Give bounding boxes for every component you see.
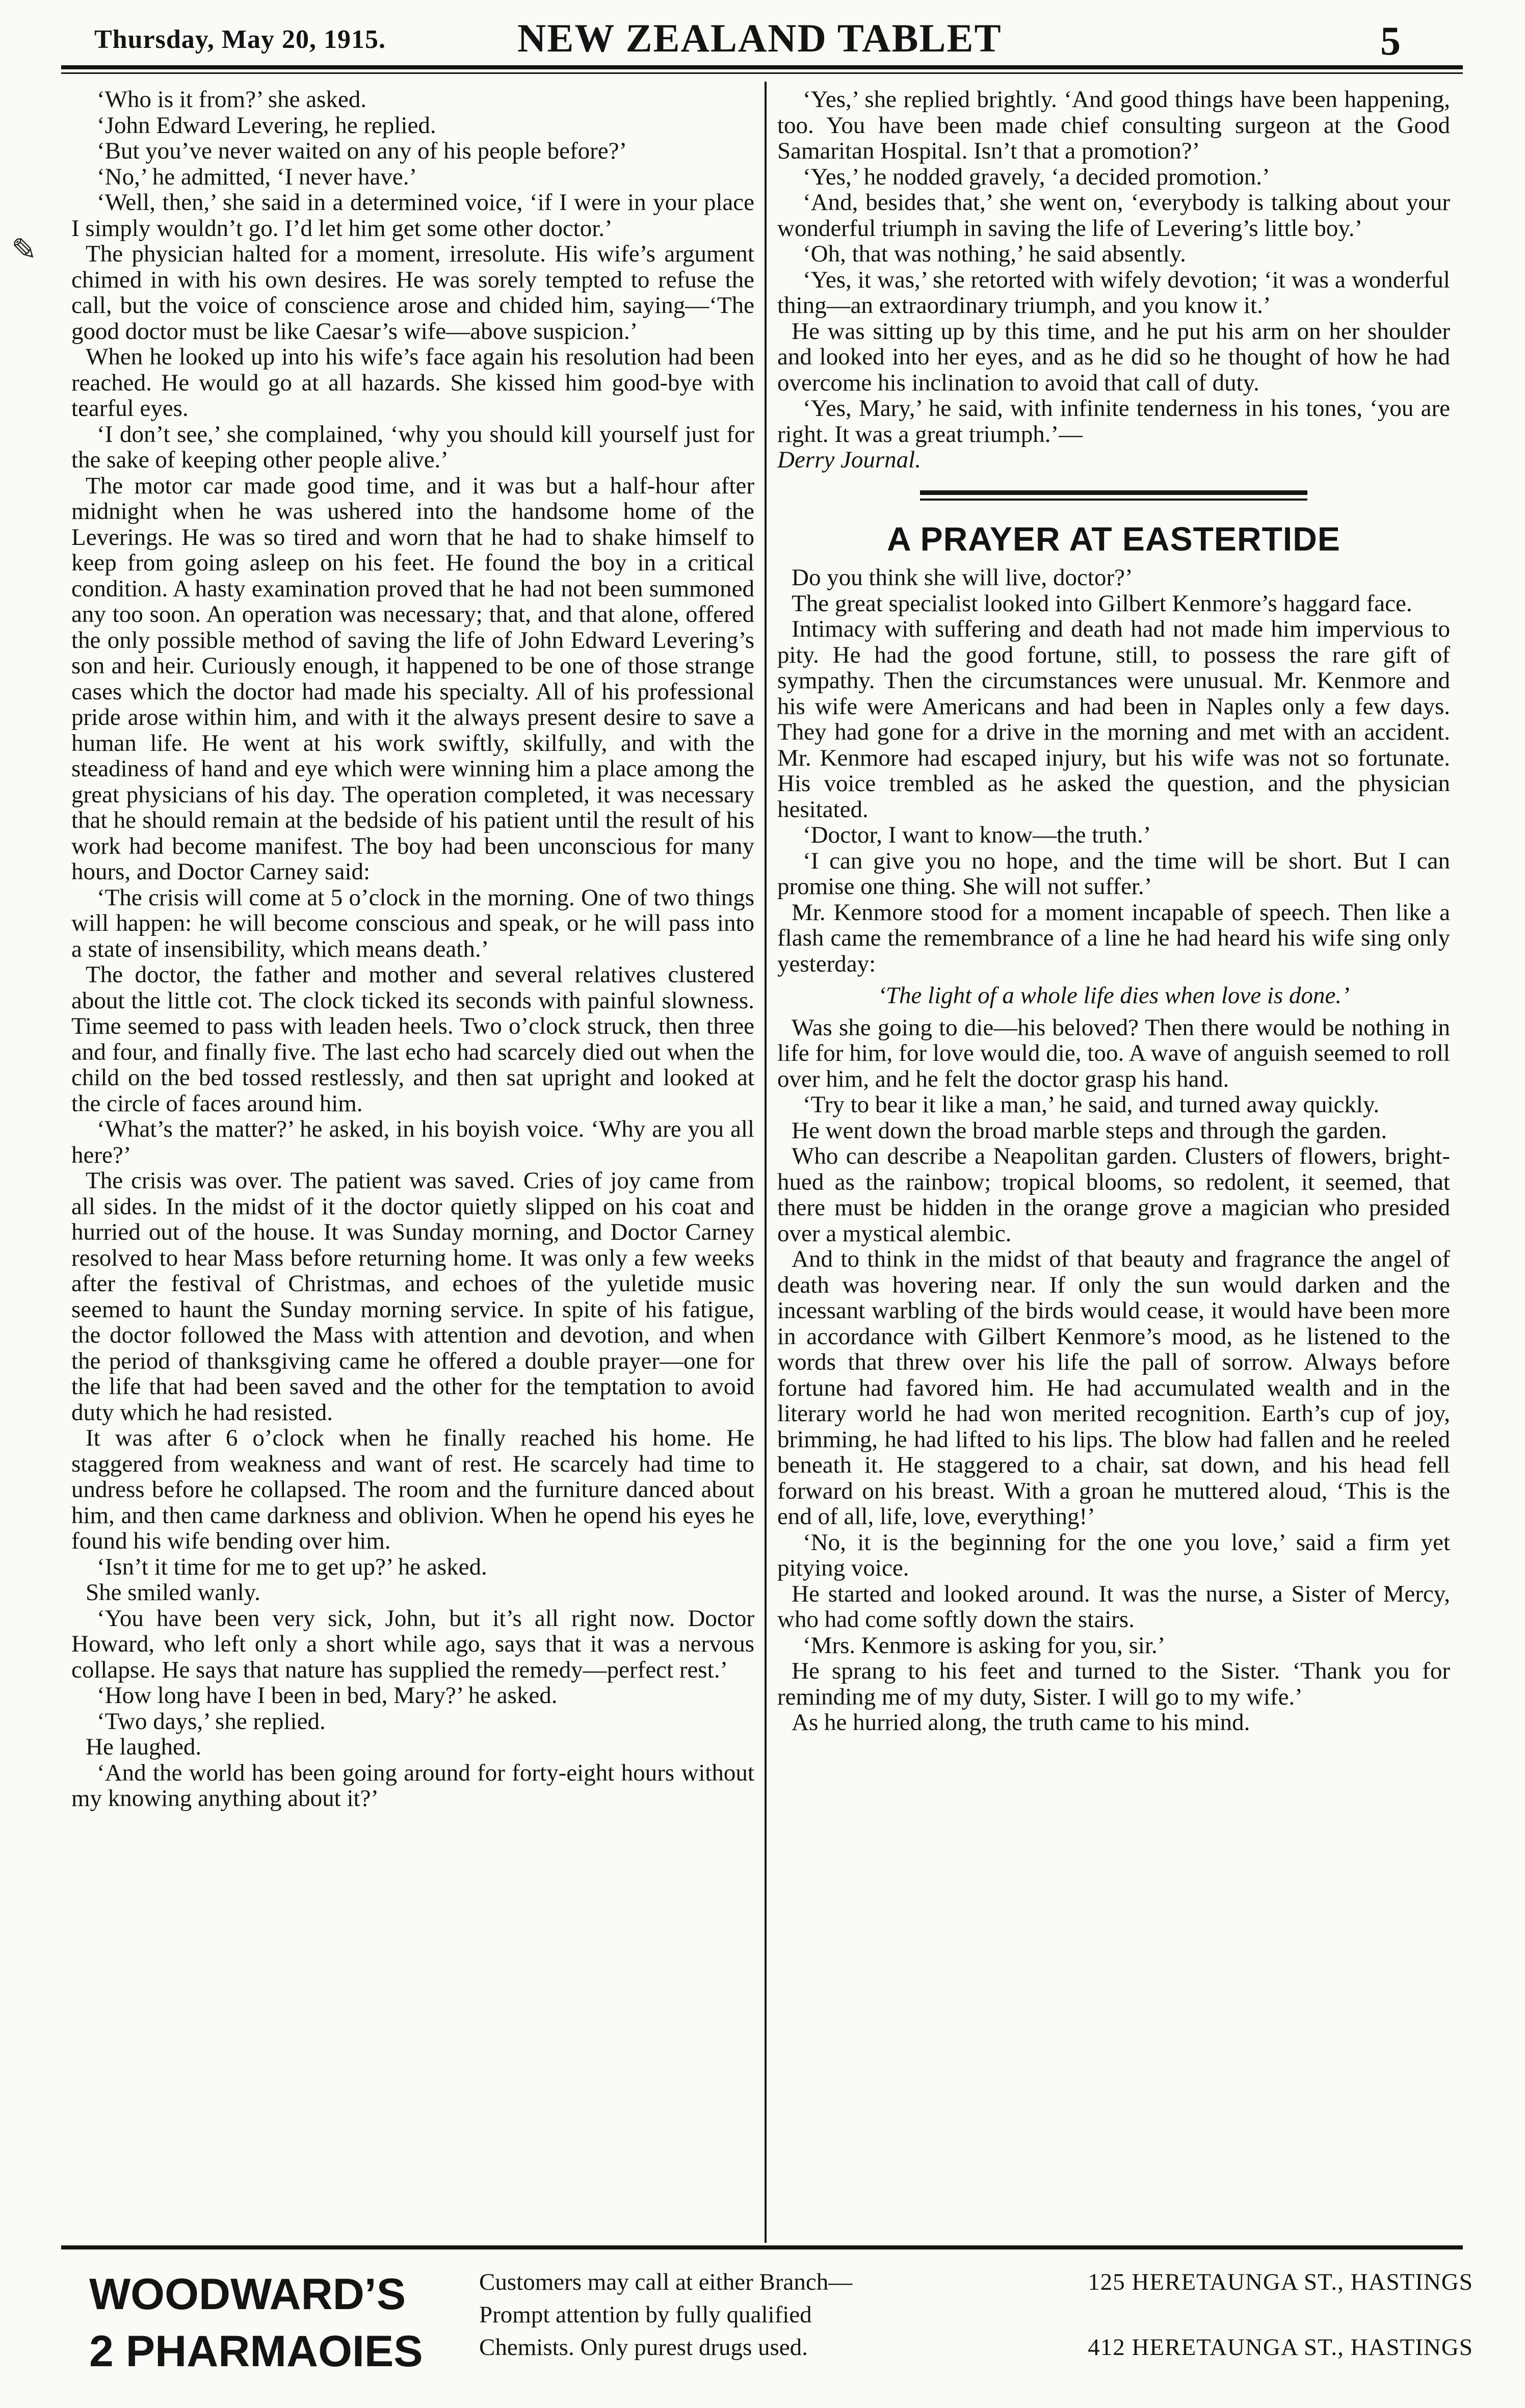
article-paragraph: He started and looked around. It was the nurse, a Sister of Mercy, who had come softly down the stairs. [777, 1580, 1450, 1633]
article-paragraph: Mr. Kenmore stood for a moment incapable of speech. Then like a flash came the remembrance of a line he had heard his wife sing only yesterday: [777, 899, 1450, 977]
article-paragraph: Who can describe a Neapolitan garden. Clusters of flowers, bright-hued as the rainbow; tropical blooms, so redolent, it seemed, that there must be hidden in the orange grove a magician who presided over a mystical alembic. [777, 1143, 1450, 1247]
story-paragraph: ‘And the world has been going around for forty-eight hours without my knowing anything about it?’ [71, 1759, 754, 1812]
story-paragraph: The doctor, the father and mother and several relatives clustered about the little cot. The clock ticked its seconds with painful slowness. Time seemed to pass with leaden heels. Two o’clock struck, then three and four, and finally five. The last echo had scarcely died out when the child on the bed tossed restlessly, and then sat upright and looked at the circle of faces around him. [71, 961, 754, 1117]
article-paragraph: Intimacy with suffering and death had not made him impervious to pity. He had the good fortune, still, to possess the rare gift of sympathy. Then the circumstances were unusual. Mr. Kenmore and his wife were Americans and had been in Naples only a few days. They had gone for a drive in the morning and met with an accident. Mr. Kenmore had escaped injury, but his wife was not so fortunate. His voice trembled as he asked the question, and the physician hesitated. [777, 616, 1450, 823]
ad-address-1: 125 HERETAUNGA ST., HASTINGS [1088, 2269, 1473, 2295]
story-paragraph: ‘Yes,’ he nodded gravely, ‘a decided promotion.’ [803, 163, 1270, 190]
column-divider [765, 82, 767, 2243]
story-paragraph: ‘The crisis will come at 5 o’clock in the morning. One of two things will happen: he will become conscious and speak, or he will pass into a state of insensibility, which means death.’ [71, 884, 754, 962]
story-paragraph: ‘Yes,’ she replied brightly. ‘And good things have been happening, too. You have been made chief consulting surgeon at the Good Samaritan Hospital. Isn’t that a promotion?’ [777, 86, 1450, 164]
column-right-top [777, 87, 1450, 1736]
issue-date: Thursday, May 20, 1915. [94, 25, 386, 54]
masthead-title: NEW ZEALAND TABLET [517, 16, 1002, 60]
story-paragraph: When he looked up into his wife’s face again his resolution had been reached. He would go at all hazards. She kissed him good-bye with tearful eyes. [71, 344, 754, 422]
article-paragraph: ‘Try to bear it like a man,’ he said, and turned away quickly. [803, 1091, 1380, 1118]
page-header [20, 0, 1463, 69]
section-divider [920, 490, 1307, 506]
story-paragraph: ‘Yes, it was,’ she retorted with wifely devotion; ‘it was a wonderful thing—an extraordinary triumph, and you know it.’ [777, 266, 1450, 319]
article-paragraph: Was she going to die—his beloved? Then there would be nothing in life for him, for love would die, too. A wave of anguish seemed to roll over him, and he felt the doctor grasp his hand. [777, 1014, 1450, 1092]
story-paragraph: ‘What’s the matter?’ he asked, in his boyish voice. ‘Why are you all here?’ [71, 1116, 754, 1168]
story-source: Derry Journal. [777, 447, 921, 473]
article-paragraph: And to think in the midst of that beauty and fragrance the angel of death was hovering near. If only the sun would darken and the incessant warbling of the birds would cease, it would have been more in accordance with Gilbert Kenmore’s mood, as he listened to the words that threw over his life the pall of sorrow. Always before fortune had favored him. He had accumulated wealth and in the literary world he had won merited recognition. Earth’s cup of joy, brimming, he had lifted to his lips. The blow had fallen and he reeled beneath it. He staggered to a chair, sat down, and his head fell forward on his breast. With a groan he muttered aloud, ‘This is the end of all, life, love, everything!’ [777, 1246, 1450, 1530]
story-paragraph: The motor car made good time, and it was but a half-hour after midnight when he was ushered into the handsome home of the Leverings. He was so tired and worn that he had to shake himself to keep from going asleep on his feet. He found the boy in a critical condition. A hasty examination proved that he had not been summoned any too soon. An operation was necessary; that, and that alone, offered the only possible method of saving the life of John Edward Levering’s son and heir. Curiously enough, it happened to be one of those strange cases which the doctor had made his specialty. All of his professional pride arose within him, and with it the always present desire to save a human life. He went at his work swiftly, skilfully, and with the steadiness of hand and eye which were winning him a place among the great physicians of his day. The operation completed, it was necessary that he should remain at the bedside of his patient until the result of his work had become manifest. The boy had been unconscious for many hours, and Doctor Carney said: [71, 472, 754, 885]
story-paragraph: The crisis was over. The patient was saved. Cries of joy came from all sides. In the midst of it the doctor quietly slipped on his coat and hurried out of the house. It was Sunday morning, and Doctor Carney resolved to hear Mass before returning home. It was only a few weeks after the festival of Christmas, and echoes of the yuletide music seemed to haunt the Sunday morning service. In spite of his fatigue, the doctor followed the Mass with attention and devotion, and when the period of thanksgiving came he offered a double prayer—one for the life that had been saved and the other for the temptation to avoid duty which he had resisted. [71, 1167, 754, 1426]
story-paragraph: ‘Who is it from?’ she asked. [97, 86, 367, 113]
story-paragraph: ‘No,’ he admitted, ‘I never have.’ [97, 163, 417, 190]
story-paragraph: ‘Yes, Mary,’ he said, with infinite tenderness in his tones, ‘you are right. It was a great triumph.’— [777, 395, 1450, 448]
article-paragraph: ‘Doctor, I want to know—the truth.’ [803, 822, 1151, 848]
pharmacy-advertisement [20, 2256, 1473, 2403]
header-rule-thin [61, 72, 1463, 74]
ad-address-2: 412 HERETAUNGA ST., HASTINGS [1088, 2334, 1473, 2361]
article-paragraph: ‘Mrs. Kenmore is asking for you, sir.’ [803, 1632, 1166, 1659]
article-paragraph: ‘No, it is the beginning for the one you love,’ said a firm yet pitying voice. [777, 1529, 1450, 1581]
story-paragraph: The physician halted for a moment, irresolute. His wife’s argument chimed in with his own desires. He was sorely tempted to refuse the call, but the voice of conscience arose and chided him, saying—‘The good doctor must be like Caesar’s wife—above suspicion.’ [71, 241, 754, 345]
story-paragraph: It was after 6 o’clock when he finally reached his home. He staggered from weakness and want of rest. He scarcely had time to undress before he collapsed. The room and the furniture danced about him, and then came darkness and oblivion. When he opend his eyes he found his wife bending over him. [71, 1425, 754, 1554]
column-left [71, 87, 754, 1812]
story-paragraph: ‘You have been very sick, John, but it’s all right now. Doctor Howard, who left only a short while ago, says that it was a nervous collapse. He says that nature has supplied the remedy—perfect rest.’ [71, 1605, 754, 1683]
story-paragraph: ‘How long have I been in bed, Mary?’ he asked. [97, 1682, 558, 1709]
ad-brand [89, 2266, 423, 2380]
story-paragraph: ‘Well, then,’ she said in a determined voice, ‘if I were in your place I simply wouldn’t go. I’d let him get some other doctor.’ [71, 189, 754, 242]
story-paragraph: She smiled wanly. [86, 1579, 260, 1606]
ad-line2-left: Prompt attention by fully qualified [479, 2301, 812, 2328]
article-paragraph: He sprang to his feet and turned to the Sister. ‘Thank you for reminding me of my duty, Sister. I will go to my wife.’ [777, 1658, 1450, 1710]
story-paragraph: ‘And, besides that,’ she went on, ‘everybody is talking about your wonderful triumph in saving the life of Levering’s little boy.’ [777, 189, 1450, 242]
ad-brand-line1: WOODWARD’S [89, 2270, 406, 2319]
ad-line1-left: Customers may call at either Branch— [479, 2269, 853, 2295]
page-number: 5 [1380, 19, 1401, 64]
story-paragraph: He laughed. [86, 1734, 202, 1760]
story-paragraph: ‘But you’ve never waited on any of his people before?’ [97, 138, 627, 164]
article-paragraph: He went down the broad marble steps and through the garden. [792, 1117, 1387, 1144]
ad-brand-line2: 2 PHARMAOIES [89, 2327, 423, 2376]
header-rule-thick [61, 65, 1463, 69]
footer-rule-thick [61, 2245, 1463, 2249]
verse-line: ‘The light of a whole life dies when love is done.’ [878, 982, 1350, 1009]
story-paragraph: He was sitting up by this time, and he put his arm on her shoulder and looked into her eyes, and as he did so he thought of how he had overcome his inclination to avoid that call of duty. [777, 318, 1450, 396]
article-paragraph: ‘I can give you no hope, and the time will be short. But I can promise one thing. She will not suffer.’ [777, 847, 1450, 900]
story-paragraph: ‘Isn’t it time for me to get up?’ he asked. [97, 1553, 487, 1580]
article-paragraph: Do you think she will live, doctor?’ [792, 564, 1133, 591]
article-paragraph: The great specialist looked into Gilbert Kenmore’s haggard face. [792, 590, 1412, 617]
article-paragraph: As he hurried along, the truth came to his mind. [792, 1709, 1250, 1736]
story-paragraph: ‘Two days,’ she replied. [97, 1708, 326, 1735]
story-paragraph: ‘John Edward Levering, he replied. [97, 112, 436, 139]
ad-line3-left: Chemists. Only purest drugs used. [479, 2334, 808, 2361]
story-paragraph: ‘Oh, that was nothing,’ he said absently. [803, 241, 1186, 267]
margin-hand-mark: ✎ [11, 233, 37, 267]
story-paragraph: ‘I don’t see,’ she complained, ‘why you should kill yourself just for the sake of keeping other people alive.’ [71, 421, 754, 473]
ad-text [479, 2266, 1473, 2364]
article-title: A PRAYER AT EASTERTIDE [887, 519, 1340, 558]
